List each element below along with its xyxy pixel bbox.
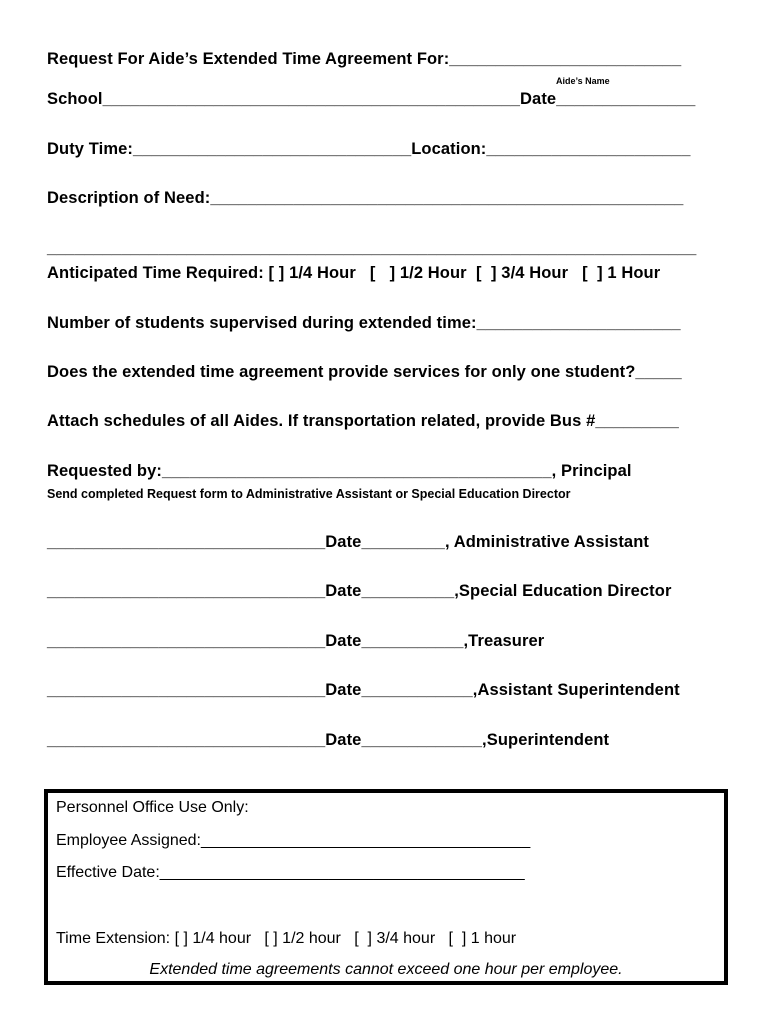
signature-asst-superintendent: ______________________________Date____________,Assistant Superintendent <box>47 681 680 699</box>
one-student-question-line: Does the extended time agreement provide services for only one student?_____ <box>47 363 682 381</box>
personnel-office-box <box>44 789 728 985</box>
signature-admin-assistant: ______________________________Date_________, Administrative Assistant <box>47 533 649 551</box>
employee-assigned-line: Employee Assigned:_____________________________________ <box>56 832 531 849</box>
signature-treasurer: ______________________________Date___________,Treasurer <box>47 632 545 650</box>
one-hour-limit-note: Extended time agreements cannot exceed one hour per employee. <box>149 961 623 978</box>
effective-date-line: Effective Date:_________________________________________ <box>56 864 525 881</box>
aides-name-caption: Aide’s Name <box>556 76 610 86</box>
requested-by-line: Requested by:__________________________________________, Principal <box>47 462 632 480</box>
personnel-office-heading: Personnel Office Use Only: <box>56 799 249 816</box>
time-extension-line: Time Extension: [ ] 1/4 hour [ ] 1/2 hour [ ] 3/4 hour [ ] 1 hour <box>56 930 517 947</box>
school-date-line: School_____________________________________________Date_______________ <box>47 90 696 108</box>
send-request-note: Send completed Request form to Administrative Assistant or Special Education Director <box>47 487 571 501</box>
duty-time-location-line: Duty Time:______________________________Location:______________________ <box>47 140 691 158</box>
description-continuation-line: ______________________________________________________________________ <box>47 239 697 257</box>
description-of-need-line: Description of Need:___________________________________________________ <box>47 189 684 207</box>
form-title: Request For Aide’s Extended Time Agreement For:_________________________ <box>47 50 682 68</box>
anticipated-time-line: Anticipated Time Required: [ ] 1/4 Hour [ ] 1/2 Hour [ ] 3/4 Hour [ ] 1 Hour <box>47 264 661 282</box>
signature-sped-director: ______________________________Date__________,Special Education Director <box>47 582 672 600</box>
signature-superintendent: ______________________________Date_____________,Superintendent <box>47 731 610 749</box>
students-supervised-line: Number of students supervised during extended time:______________________ <box>47 314 681 332</box>
attach-schedules-line: Attach schedules of all Aides. If transportation related, provide Bus #_________ <box>47 412 679 430</box>
